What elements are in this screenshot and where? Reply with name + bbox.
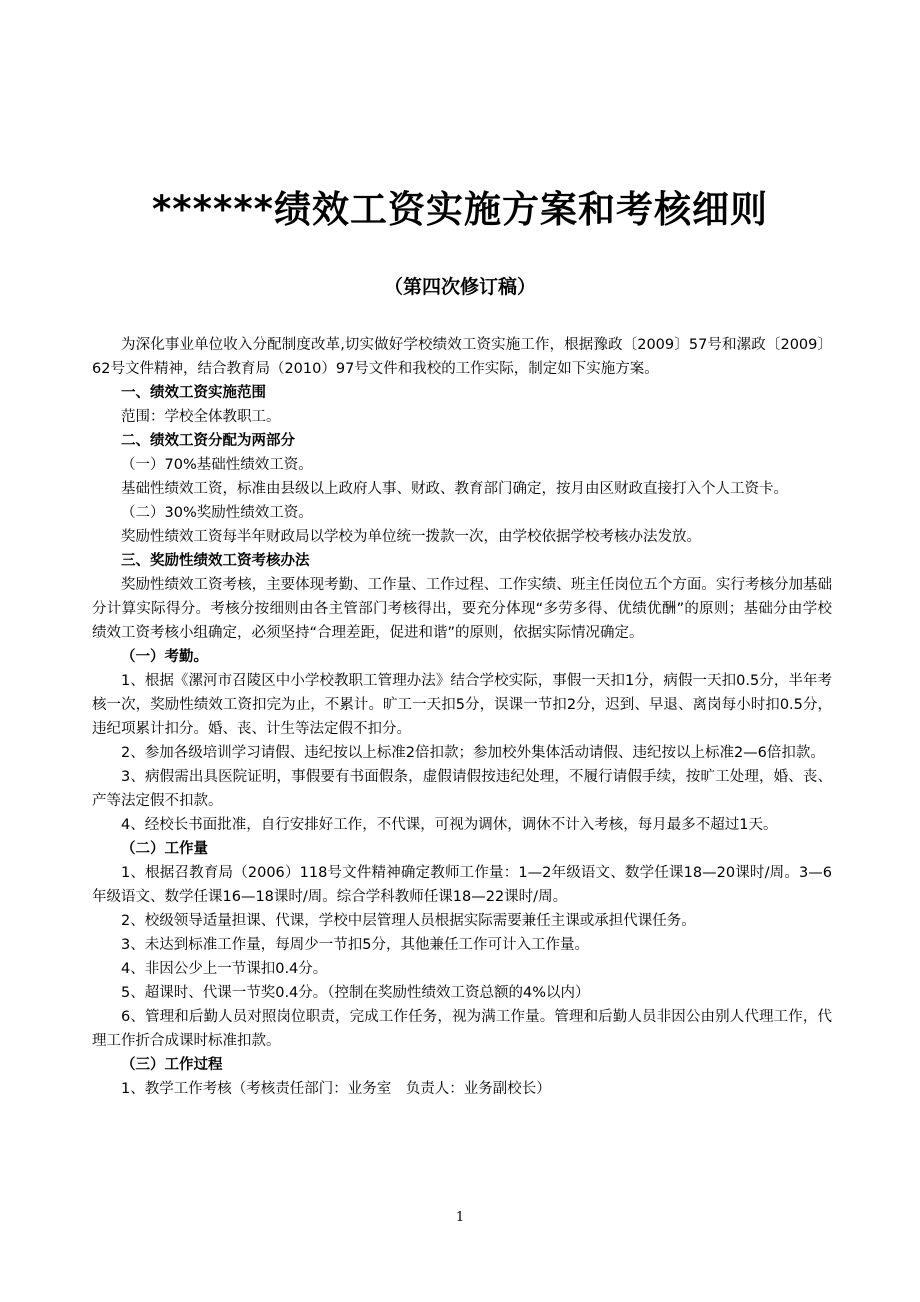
paragraph: 1、根据《漯河市召陵区中小学校教职工管理办法》结合学校实际，事假一天扣1分，病假一天扣0.5分，半年考核一次，奖励性绩效工资扣完为止，不累计。旷工一天扣5分，误课一节扣2分，迟到、早退、离岗每小时扣0.5分，违纪项累计扣分。婚、丧、计生等法定假不扣分。 [92, 673, 832, 737]
paragraph: 奖励性绩效工资每半年财政局以学校为单位统一拨款一次，由学校依据学校考核办法发放。 [121, 529, 701, 545]
paragraph: 2、校级领导适量担课、代课，学校中层管理人员根据实际需要兼任主课或承担代课任务。 [121, 913, 696, 929]
section-heading: 二、绩效工资分配为两部分 [121, 433, 295, 449]
subsection-heading: （一）考勤。 [121, 649, 208, 665]
paragraph: （二）30%奖励性绩效工资。 [121, 505, 313, 521]
subsection-heading: （三）工作过程 [121, 1057, 223, 1073]
section-heading: 三、奖励性绩效工资考核办法 [121, 553, 310, 569]
document-body [92, 333, 832, 1101]
paragraph: 1、教学工作考核（考核责任部门：业务室 负责人：业务副校长） [121, 1081, 551, 1097]
paragraph: 4、经校长书面批准，自行安排好工作，不代课，可视为调休，调休不计入考核，每月最多不超过1天。 [121, 817, 778, 833]
paragraph: 4、非因公少上一节课扣0.4分。 [121, 961, 328, 977]
paragraph: 1、根据召教育局（2006）118号文件精神确定教师工作量：1—2年级语文、数学任课18—20课时/周。3—6年级语文、数学任课16—18课时/周。综合学科教师任课18—22课时/周。 [92, 865, 832, 905]
paragraph: 奖励性绩效工资考核，主要体现考勤、工作量、工作过程、工作实绩、班主任岗位五个方面。实行考核分加基础分计算实际得分。考核分按细则由各主管部门考核得出，要充分体现“多劳多得、优绩优酬”的原则；基础分由学校绩效工资考核小组确定，必须坚持“合理差距，促进和谐”的原则，依据实际情况确定。 [92, 577, 832, 641]
page-number: 1 [455, 1210, 465, 1225]
paragraph: 2、参加各级培训学习请假、违纪按以上标准2倍扣款；参加校外集体活动请假、违纪按以上标准2—6倍扣款。 [121, 745, 825, 761]
document-title: ******绩效工资实施方案和考核细则 [151, 188, 769, 231]
document-subtitle: （第四次修订稿） [383, 276, 536, 298]
paragraph: 5、超课时、代课一节奖0.4分。（控制在奖励性绩效工资总额的4%以内） [121, 985, 590, 1001]
paragraph: 3、未达到标准工作量，每周少一节扣5分，其他兼任工作可计入工作量。 [121, 937, 589, 953]
subsection-heading: （二）工作量 [121, 841, 208, 857]
paragraph: 为深化事业单位收入分配制度改革,切实做好学校绩效工资实施工作，根据豫政〔2009〕57号和漯政〔2009〕62号文件精神，结合教育局（2010）97号文件和我校的工作实际，制定如下实施方案。 [92, 337, 832, 377]
paragraph: 6、管理和后勤人员对照岗位职责，完成工作任务，视为满工作量。管理和后勤人员非因公由别人代理工作，代理工作折合成课时标准扣款。 [92, 1009, 832, 1049]
paragraph: 3、病假需出具医院证明，事假要有书面假条，虚假请假按违纪处理，不履行请假手续，按旷工处理，婚、丧、产等法定假不扣款。 [92, 769, 832, 809]
paragraph: （一）70%基础性绩效工资。 [121, 457, 313, 473]
section-heading: 一、绩效工资实施范围 [121, 385, 266, 401]
paragraph: 基础性绩效工资，标准由县级以上政府人事、财政、教育部门确定，按月由区财政直接打入个人工资卡。 [121, 481, 788, 497]
paragraph: 范围：学校全体教职工。 [121, 409, 281, 425]
